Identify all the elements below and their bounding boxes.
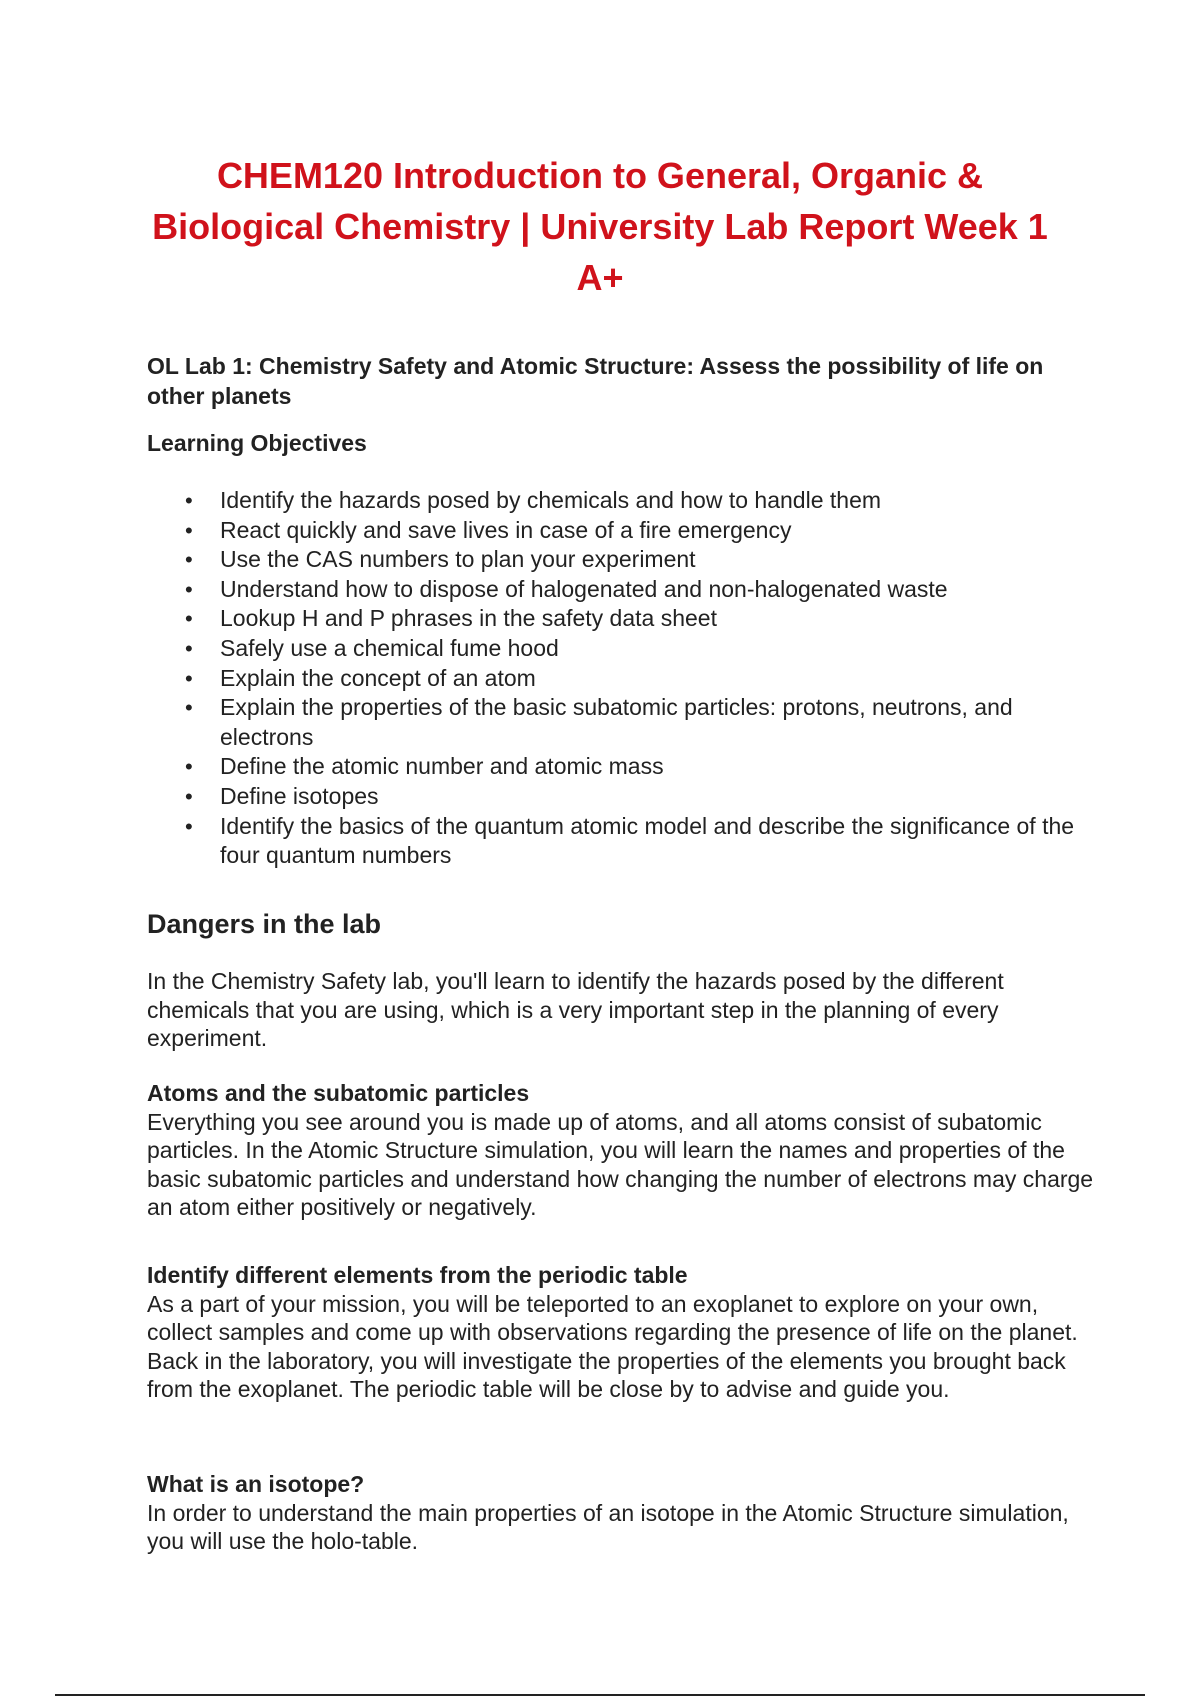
list-item: • Define isotopes [185, 782, 1090, 812]
title-line-3: A+ [576, 257, 624, 298]
elements-section [147, 1261, 1097, 1404]
learning-objectives-list [185, 486, 1090, 871]
title-line-1: CHEM120 Introduction to General, Organic & [216, 155, 984, 196]
list-item: • Explain the concept of an atom [185, 664, 1090, 694]
list-item: • React quickly and save lives in case of a fire emergency [185, 516, 1090, 546]
lab-title: OL Lab 1: Chemistry Safety and Atomic Structure: Assess the possibility of life on other planets [147, 353, 1044, 409]
elements-heading: Identify different elements from the periodic table [147, 1262, 688, 1288]
document-title [120, 150, 1080, 303]
isotope-section [147, 1470, 1097, 1556]
list-item: • Explain the properties of the basic subatomic particles: protons, neutrons, and electrons [185, 693, 1090, 752]
title-line-2: Biological Chemistry | University Lab Report Week 1 [152, 206, 1048, 247]
learning-objectives-heading: Learning Objectives [147, 430, 367, 456]
list-item: • Identify the basics of the quantum atomic model and describe the significance of the four quantum numbers [185, 812, 1090, 871]
list-item: • Use the CAS numbers to plan your experiment [185, 545, 1090, 575]
atoms-heading: Atoms and the subatomic particles [147, 1080, 530, 1106]
dangers-paragraph: In the Chemistry Safety lab, you'll learn to identify the hazards posed by the different chemicals that you are using, which is a very important step in the planning of every experiment. [147, 968, 1004, 1051]
list-item: • Safely use a chemical fume hood [185, 634, 1090, 664]
list-item: • Lookup H and P phrases in the safety data sheet [185, 604, 1090, 634]
isotope-heading: What is an isotope? [147, 1471, 365, 1497]
list-item: • Define the atomic number and atomic mass [185, 752, 1090, 782]
atoms-paragraph: Everything you see around you is made up of atoms, and all atoms consist of subatomic particles. In the Atomic Structure simulation, you will learn the names and properties of the basic subatomic particles and understand how changing the number of electrons may charge an atom either positively or negatively. [147, 1108, 1094, 1220]
elements-paragraph: As a part of your mission, you will be teleported to an exoplanet to explore on your own, collect samples and come up with observations regarding the presence of life on the planet. Back in the laboratory, you will investigate the properties of the elements you brought back from the exoplanet. The periodic table will be close by to advise and guide you. [147, 1290, 1078, 1402]
list-item: • Identify the hazards posed by chemicals and how to handle them [185, 486, 1090, 516]
isotope-paragraph: In order to understand the main properties of an isotope in the Atomic Structure simulation, you will use the holo-table. [147, 1499, 1069, 1554]
list-item: • Understand how to dispose of halogenated and non-halogenated waste [185, 575, 1090, 605]
atoms-section [147, 1079, 1097, 1222]
footer-divider [55, 1694, 1145, 1696]
dangers-heading: Dangers in the lab [147, 909, 382, 939]
